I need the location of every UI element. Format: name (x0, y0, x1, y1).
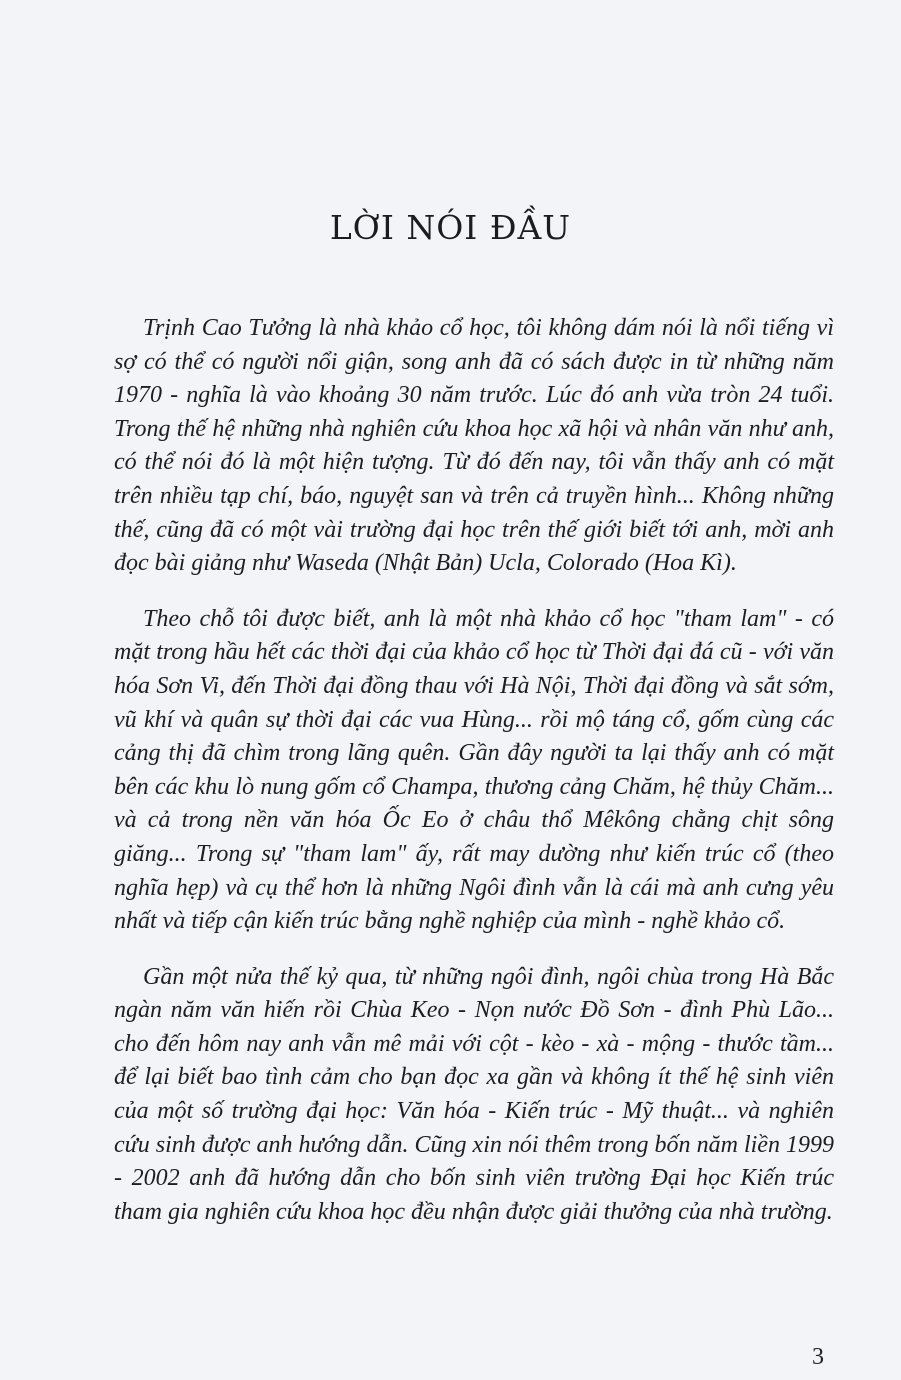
page-number: 3 (812, 1344, 824, 1370)
paragraph: Theo chỗ tôi được biết, anh là một nhà khảo cổ học "tham lam" - có mặt trong hầu hết các thời đại của khảo cổ học từ Thời đại đá cũ - với văn hóa Sơn Vi, đến Thời đại đồng thau với Hà Nội, Thời đại đồng và sắt sớm, vũ khí và quân sự thời đại các vua Hùng... rồi mộ táng cổ, gốm cùng các cảng thị đã chìm trong lãng quên. Gần đây người ta lại thấy anh có mặt bên các khu lò nung gốm cổ Champa, thương cảng Chăm, hệ thủy Chăm... và cả trong nền văn hóa Ốc Eo ở châu thổ Mêkông chằng chịt sông giăng... Trong sự "tham lam" ấy, rất may dường như kiến trúc cổ (theo nghĩa hẹp) và cụ thể hơn là những Ngôi đình vẫn là cái mà anh cưng yêu nhất và tiếp cận kiến trúc bằng nghề nghiệp của mình - nghề khảo cổ. (114, 605, 834, 935)
paragraph: Gần một nửa thế kỷ qua, từ những ngôi đình, ngôi chùa trong Hà Bắc ngàn năm văn hiến rồi Chùa Keo - Nọn nước Đồ Sơn - đình Phù Lão... cho đến hôm nay anh vẫn mê mải với cột - kèo - xà - mộng - thước tầm... để lại biết bao tình cảm cho bạn đọc xa gần và không ít thế hệ sinh viên của một số trường đại học: Văn hóa - Kiến trúc - Mỹ thuật... và nghiên cứu sinh được anh hướng dẫn. Cũng xin nói thêm trong bốn năm liền 1999 - 2002 anh đã hướng dẫn cho bốn sinh viên trường Đại học Kiến trúc tham gia nghiên cứu khoa học đều nhận được giải thưởng của nhà trường. (114, 963, 834, 1225)
body-text (114, 312, 834, 1251)
paragraph: Trịnh Cao Tưởng là nhà khảo cổ học, tôi không dám nói là nổi tiếng vì sợ có thể có người nổi giận, song anh đã có sách được in từ những năm 1970 - nghĩa là vào khoảng 30 năm trước. Lúc đó anh vừa tròn 24 tuổi. Trong thế hệ những nhà nghiên cứu khoa học xã hội và nhân văn như anh, có thể nói đó là một hiện tượng. Từ đó đến nay, tôi vẫn thấy anh có mặt trên nhiều tạp chí, báo, nguyệt san và trên cả truyền hình... Không những thế, cũng đã có một vài trường đại học trên thế giới biết tới anh, mời anh đọc bài giảng như Waseda (Nhật Bản) Ucla, Colorado (Hoa Kì). (114, 315, 834, 577)
page-title: LỜI NÓI ĐẦU (329, 208, 572, 247)
